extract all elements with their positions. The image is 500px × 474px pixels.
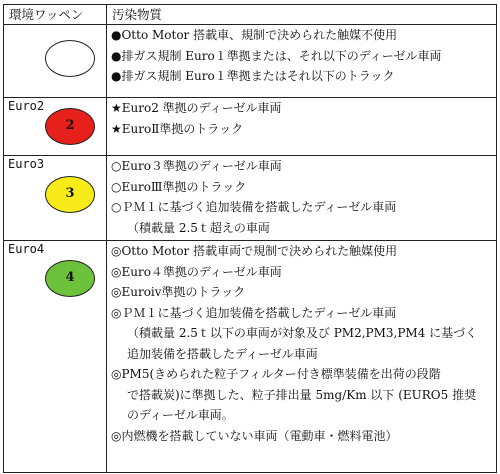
pollutant-line: ◎PM5(きめられた粒子フィルター付き標準装備を出荷の段階 bbox=[111, 367, 441, 381]
sticker-number: 2 bbox=[65, 118, 75, 133]
table-row bbox=[4, 25, 497, 98]
table-row bbox=[4, 241, 497, 473]
sticker-cell bbox=[4, 98, 107, 156]
pollutant-line: ◎Euroⅳ準拠のトラック bbox=[111, 285, 246, 299]
pollutant-line: ◎Otto Motor 搭載車両で規制で決められた触媒使用 bbox=[111, 244, 398, 258]
pollutant-line: （積載量 2.5ｔ以下の車両が対象及び PM2,PM3,PM4 に基づく bbox=[127, 326, 478, 340]
pollutant-line: ◎Euro４準拠のディーゼル車両 bbox=[111, 264, 282, 279]
pollutant-line: ●排ガス規制 Euro１準拠またはそれ以下のトラック bbox=[111, 69, 395, 83]
pollutant-line: のディーゼル車両。 bbox=[127, 408, 234, 422]
pollutant-cell bbox=[107, 156, 497, 241]
table-row bbox=[4, 98, 497, 156]
pollutant-line: ★EuroⅡ準拠のトラック bbox=[111, 121, 244, 136]
table-row bbox=[4, 156, 497, 241]
sticker-label: Euro4 bbox=[8, 242, 45, 256]
header-pollutant: 汚染物質 bbox=[107, 5, 497, 25]
header-sticker: 環境ワッペン bbox=[4, 5, 107, 25]
sticker-circle bbox=[45, 108, 95, 145]
sticker-number: 4 bbox=[65, 270, 75, 285]
header-row bbox=[4, 5, 497, 25]
pollutant-line: （積載量 2.5ｔ超えの車両 bbox=[127, 220, 270, 235]
sticker-circle bbox=[45, 260, 95, 297]
sticker-label: Euro2 bbox=[8, 99, 45, 113]
pollutant-line: ◎ＰＭ１に基づく追加装備を搭載したディーゼル車両 bbox=[111, 305, 397, 320]
pollutant-line: ○EuroⅢ準拠のトラック bbox=[111, 179, 247, 194]
sticker-cell bbox=[4, 25, 107, 98]
pollutant-line: ●Otto Motor 搭載車、規制で決められた触媒不使用 bbox=[111, 28, 398, 42]
pollutant-line: で搭載炭)に準拠した、粒子排出量 5mg/Km 以下 (EURO5 推奨 bbox=[127, 387, 477, 402]
sticker-circle bbox=[45, 176, 95, 213]
pollutant-line: ◎内燃機を搭載していない車両（電動車・燃料電池） bbox=[111, 428, 398, 443]
pollutant-cell bbox=[107, 98, 497, 156]
pollutant-line: 追加装備を搭載したディーゼル車両 bbox=[127, 346, 318, 361]
pollutant-cell bbox=[107, 241, 497, 473]
sticker-circle bbox=[45, 40, 95, 77]
sticker-label: Euro3 bbox=[8, 157, 45, 171]
pollutant-line: ○Euro３準拠のディーゼル車両 bbox=[111, 159, 282, 173]
pollutant-line: ○ＰＭ１に基づく追加装備を搭載したディーゼル車両 bbox=[111, 200, 397, 214]
pollutant-line: ★Euro2 準拠のディーゼル車両 bbox=[111, 101, 282, 115]
sticker-cell bbox=[4, 156, 107, 241]
pollutant-line: ●排ガス規制 Euro１準拠または、それ以下のディーゼル車両 bbox=[111, 48, 442, 63]
sticker-table bbox=[3, 4, 497, 473]
sticker-number: 3 bbox=[65, 186, 75, 201]
pollutant-cell bbox=[107, 25, 497, 98]
sticker-cell bbox=[4, 241, 107, 473]
